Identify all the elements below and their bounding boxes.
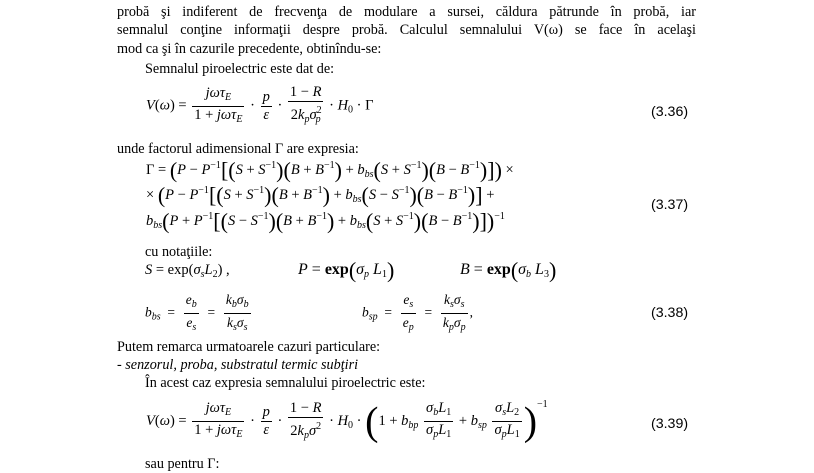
equation-3-38-bbs: $b_{bs}$ = $\frac{e_b}{e_s}$ = $\frac{k_b\sigma_b}{k_s\sigma_s}$ xyxy=(145,292,249,333)
equation-number: (3.36) xyxy=(651,104,689,120)
paragraph-line: Putem remarca urmatoarele cazuri particulare: xyxy=(117,339,381,355)
paragraph-line: Semnalul piroelectric este dat de: xyxy=(145,61,335,77)
paragraph-line: În acest caz expresia semnalului piroelectric este: xyxy=(145,375,426,391)
paragraph-line: - senzorul, proba, substratul termic subţiri xyxy=(117,357,359,373)
paragraph-line: sau pentru Γ: xyxy=(145,456,220,472)
equation-3-38-bsp: $b_{sp}$ = $\frac{e_s}{e_p}$ = $\frac{k_s\sigma_s}{k_p\sigma_p}$ , xyxy=(362,292,473,333)
equation-3-37-line2: × ($P - P^{-1}[(S + S^{-1})(B + B^{-1}) + b_{bs}(S - S^{-1})(B - B^{-1})]$ + xyxy=(146,182,495,208)
paragraph-line: mod ca şi în cazurile precedente, obtinîndu-se: xyxy=(117,41,382,57)
equation-number: (3.39) xyxy=(651,416,689,432)
equation-3-39: V(ω) = $\frac{j\omega\tau_E}{1 + j\omega\tau_E}$ · $\frac{p}{\varepsilon}$ · $\frac{1 - R}{2k_p\sigma^2}$ · $H_0 \cdot (1 + b_{bp}$ $\frac{\sigma_bL_1}{\sigma_pL_1}$ + $b_{sp}$ $\frac{\sigma_sL_2}{\sigma_pL_1}$ )$^{-1}$ xyxy=(146,398,548,444)
equation-3-37-line3: $b_{bs}(P + P^{-1}[(S - S^{-1})(B + B^{-1}) + b_{bs}(S + S^{-1})(B - B^{-1})])^{-1}$ xyxy=(146,208,505,234)
equation-3-37-line1: $\Gamma = (P - P^{-1}[(S + S^{-1})(B + B^{-1}) + b_{bs}(S + S^{-1})(B - B^{-1})])$ × xyxy=(146,157,514,183)
paragraph-line: unde factorul adimensional Γ are expresia: xyxy=(117,141,359,157)
equation-number: (3.38) xyxy=(651,305,689,321)
equation-s-definition: $S = \exp(\sigma_sL_2)$ , xyxy=(145,262,230,280)
equation-p-definition: $P = \exp(\sigma_p$ $L_1$) xyxy=(298,257,395,283)
equation-3-36: V(ω) = $\frac{j\omega\tau_E}{1 + j\omega\tau_E}$ · $\frac{p}{\varepsilon}$ · $\frac{1 - R}{2k_p\sigma^2_p}$ · $H_0 \cdot \Gamma$ xyxy=(146,84,374,125)
equation-number: (3.37) xyxy=(651,197,689,213)
paragraph-line: cu notaţiile: xyxy=(145,244,213,260)
paragraph-line: semnalul conţine informaţii despre probă. Calculul semnalului V(ω) se face în acelaşi xyxy=(117,22,696,38)
paragraph-line: probă şi indiferent de frecvenţa de modulare a sursei, căldura pătrunde în probă, iar xyxy=(117,4,696,20)
equation-b-definition: $B = \exp(\sigma_b$ $L_3$) xyxy=(460,257,557,283)
